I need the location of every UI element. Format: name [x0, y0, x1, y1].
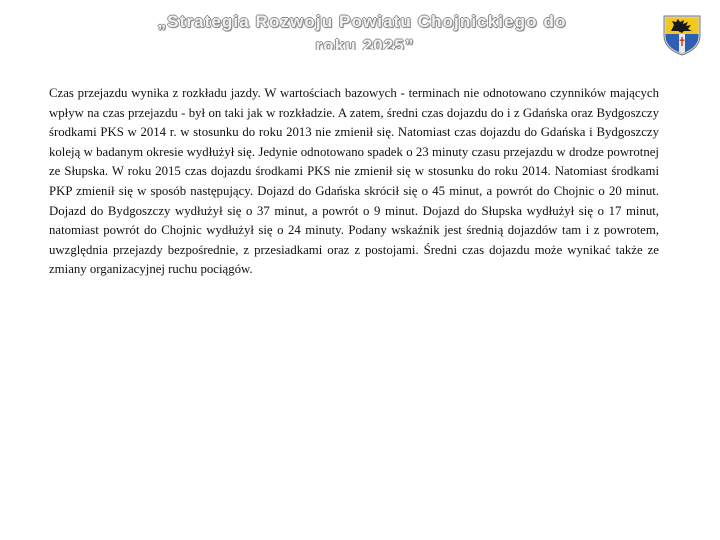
- body-paragraph: Czas przejazdu wynika z rozkładu jazdy. W wartościach bazowych - terminach nie odnotowano czynników mających wpływ na czas przejazdu - był on taki jak w rozkładzie. A zatem, średni czas dojazdu do i z Gdańska oraz Bydgoszczy środkami PKS w 2014 r. w stosunku do roku 2013 nie zmienił się. Natomiast czas dojazdu do Gdańska i Bydgoszczy koleją w badanym okresie wydłużył się. Jedynie odnotowano spadek o 23 minuty czasu przejazdu w drodze powrotnej ze Słupska. W roku 2015 czas dojazdu środkami PKS nie zmienił się w stosunku do roku 2014. Natomiast środkami PKP zmienił się w sposób następujący. Dojazd do Gdańska skrócił się o 45 minut, a powrót do Chojnic o 20 minut. Dojazd do Bydgoszczy wydłużył się o 37 minut, a powrót o 9 minut. Dojazd do Słupska wydłużył się o 17 minut, natomiast powrót do Chojnic wydłużył się o 24 minuty. Podany wskaźnik jest średnią dojazdów tam i z powrotem, uwzględnia przejazdy bezpośrednie, z przesiadkami oraz z postojami. Średni czas dojazdu może wynikać także ze zmiany organizacyjnej ruchu pociągów.: [49, 86, 659, 277]
- slide-title: [140, 10, 590, 50]
- slide-title-line-1: „Strategia Rozwoju Powiatu Chojnickiego do: [157, 12, 567, 31]
- coat-of-arms-icon: [662, 14, 702, 56]
- slide-title-line-2: roku 2025”: [315, 36, 415, 50]
